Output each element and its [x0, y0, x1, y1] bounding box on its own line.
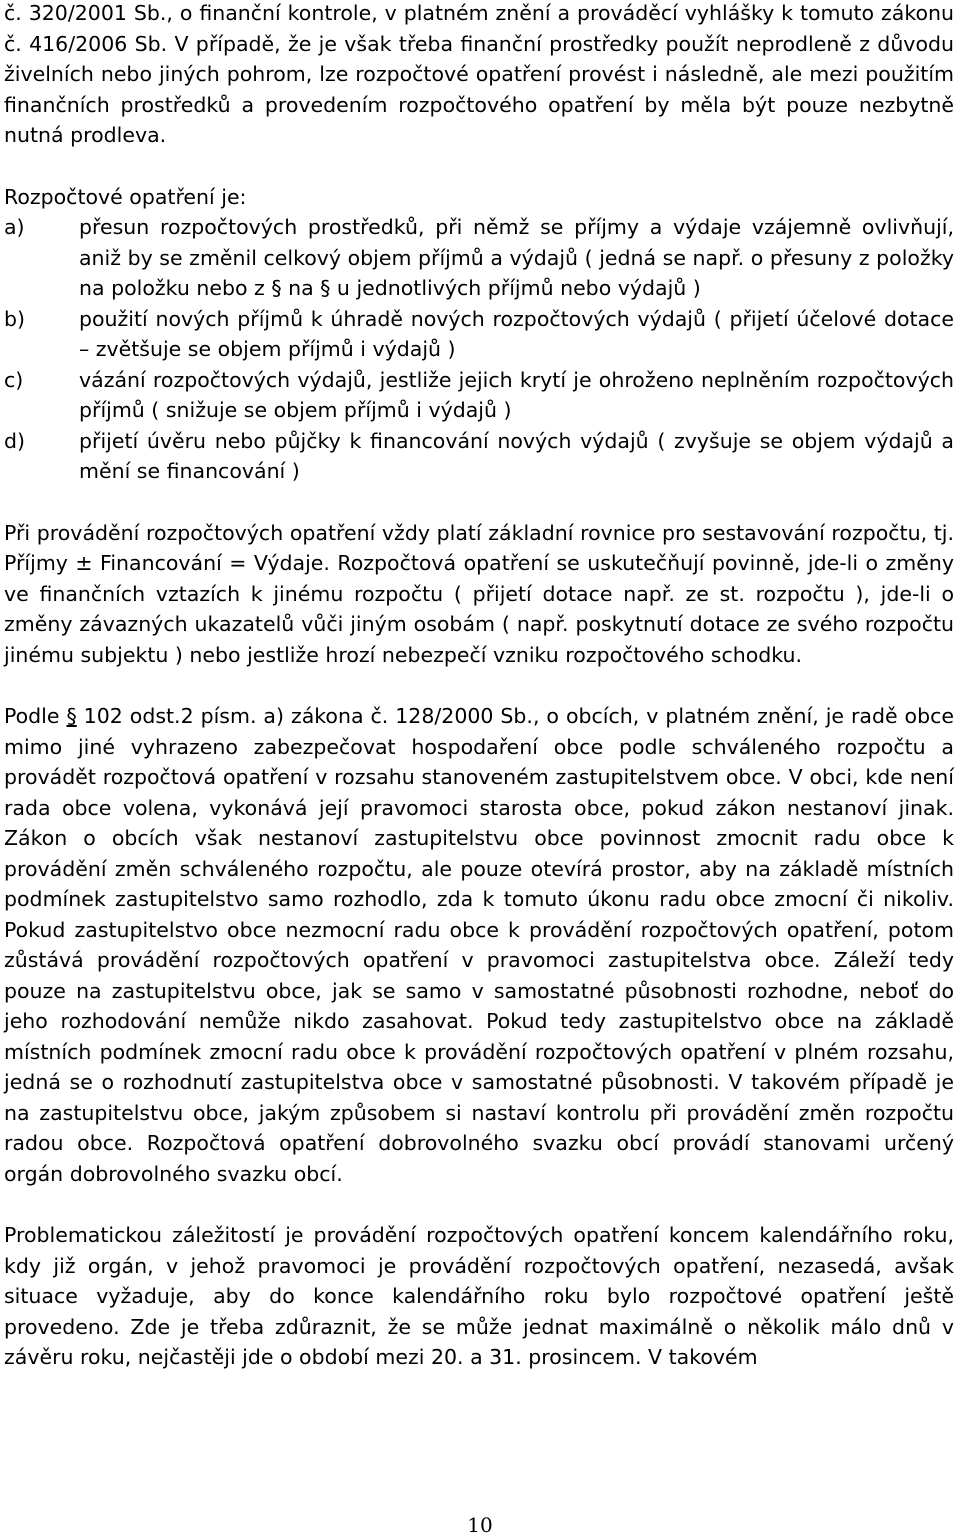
list-item-marker: b) [4, 306, 26, 331]
page-number: 10 [467, 1513, 493, 1537]
list-heading: Rozpočtové opatření je: [4, 184, 247, 209]
list-item [4, 365, 954, 426]
paragraph-spacer [4, 487, 954, 518]
list-item [4, 212, 954, 304]
section-sign: § [66, 704, 77, 728]
paragraph-year-end: Problematickou záležitostí je provádění rozpočtových opatření koncem kalendářního roku, kdy již orgán, v jehož pravomoci je provádění rozpočtových opatření, nezasedá, avšak situace vyžaduje, aby do konce kalendářního roku bylo rozpočtové opatření ještě provedeno. Zde je třeba zdůraznit, že se může jednat maximálně o několik málo dnů v závěru roku, nejčastěji jde o období mezi 20. a 31. prosincem. V takovém [4, 1223, 954, 1369]
paragraph-spacer [4, 670, 954, 701]
paragraph-lead: Podle [4, 704, 67, 728]
paragraph-body: 102 odst.2 písm. a) zákona č. 128/2000 Sb., o obcích, v platném znění, je radě obce mimo jiné vyhrazeno zabezpečovat hospodaření obce podle schváleného rozpočtu a provádět rozpočtová opatření v rozsahu stanoveném zastupitelstvem obce. V obci, kde není rada obce volena, vykonává její pravomoci starosta obce, pokud zákon nestanoví jinak. Zákon o obcích však nestanoví zastupitelstvu obce povinnost zmocnit radu obce k provádění změn schváleného rozpočtu, ale pouze otevírá prostor, aby na základě místních podmínek zastupitelstvo samo rozhodlo, zda k tomuto úkonu radu obce zmocní či nikoliv. Pokud zastupitelstvo obce nezmocní radu obce k provádění rozpočtových opatření, potom zůstává provádění rozpočtových opatření v pravomoci zastupitelstva obce. Záleží tedy pouze na zastupitelstvu obce, jak se samo v samostatné působnosti rozhodne, neboť do jeho rozhodování nemůže nikdo zasahovat. Pokud tedy zastupitelstvo obce na základě místních podmínek zmocní radu obce k provádění rozpočtových opatření v plném rozsahu, jedná se o rozhodnutí zastupitelstva obce v samostatné působnosti. V takovém případě je na zastupitelstvu obce, jakým způsobem si nastaví kontrolu při provádění změn rozpočtu radou obce. Rozpočtová opatření dobrovolného svazku obcí provádí stanovami určený orgán dobrovolného svazku obcí. [4, 704, 954, 1186]
list-item-text: použití nových příjmů k úhradě nových rozpočtových výdajů ( přijetí účelové dotace – zvětšuje se objem příjmů i výdajů ) [79, 306, 954, 361]
paragraph-spacer [4, 151, 954, 182]
paragraph-equation: Při provádění rozpočtových opatření vždy platí základní rovnice pro sestavování rozpočtu, tj. Příjmy ± Financování = Výdaje. Rozpočtová opatření se uskutečňují povinně, jde-li o změny ve finančních vztazích k jinému rozpočtu ( přijetí dotace např. ze st. rozpočtu ), jde-li o změny závazných ukazatelů vůči jiným osobám ( např. poskytnutí dotace ze svého rozpočtu jinému subjektu ) nebo jestliže hrozí nebezpečí vzniku rozpočtového schodku. [4, 520, 954, 667]
paragraph-council-powers [4, 701, 954, 1189]
list-item [4, 304, 954, 365]
paragraph-intro: č. 320/2001 Sb., o finanční kontrole, v platném znění a prováděcí vyhlášky k tomuto zákonu č. 416/2006 Sb. V případě, že je však třeba finanční prostředky použít neprodleně z důvodu živelních nebo jiných pohrom, lze rozpočtové opatření provést i následně, ale mezi použitím finančních prostředků a provedením rozpočtového opatření by měla být pouze nezbytně nutná prodleva. [4, 1, 954, 147]
paragraph-spacer [4, 1189, 954, 1220]
document-page [4, 0, 954, 1373]
list-item-text: přijetí úvěru nebo půjčky k financování nových výdajů ( zvyšuje se objem výdajů a mění se financování ) [79, 428, 954, 483]
list-item-marker: c) [4, 367, 24, 392]
list-item-marker: d) [4, 428, 26, 453]
budget-measure-list [4, 212, 954, 487]
list-item-text: vázání rozpočtových výdajů, jestliže jejich krytí je ohroženo neplněním rozpočtových příjmů ( snižuje se objem příjmů i výdajů ) [79, 367, 954, 422]
list-item-marker: a) [4, 215, 25, 239]
list-item-text: přesun rozpočtových prostředků, při němž se příjmy a výdaje vzájemně ovlivňují, aniž by se změnil celkový objem příjmů a výdajů ( jedná se např. o přesuny z položky na položku nebo z § na § u jednotlivých příjmů nebo výdajů ) [79, 215, 954, 300]
list-item [4, 426, 954, 487]
